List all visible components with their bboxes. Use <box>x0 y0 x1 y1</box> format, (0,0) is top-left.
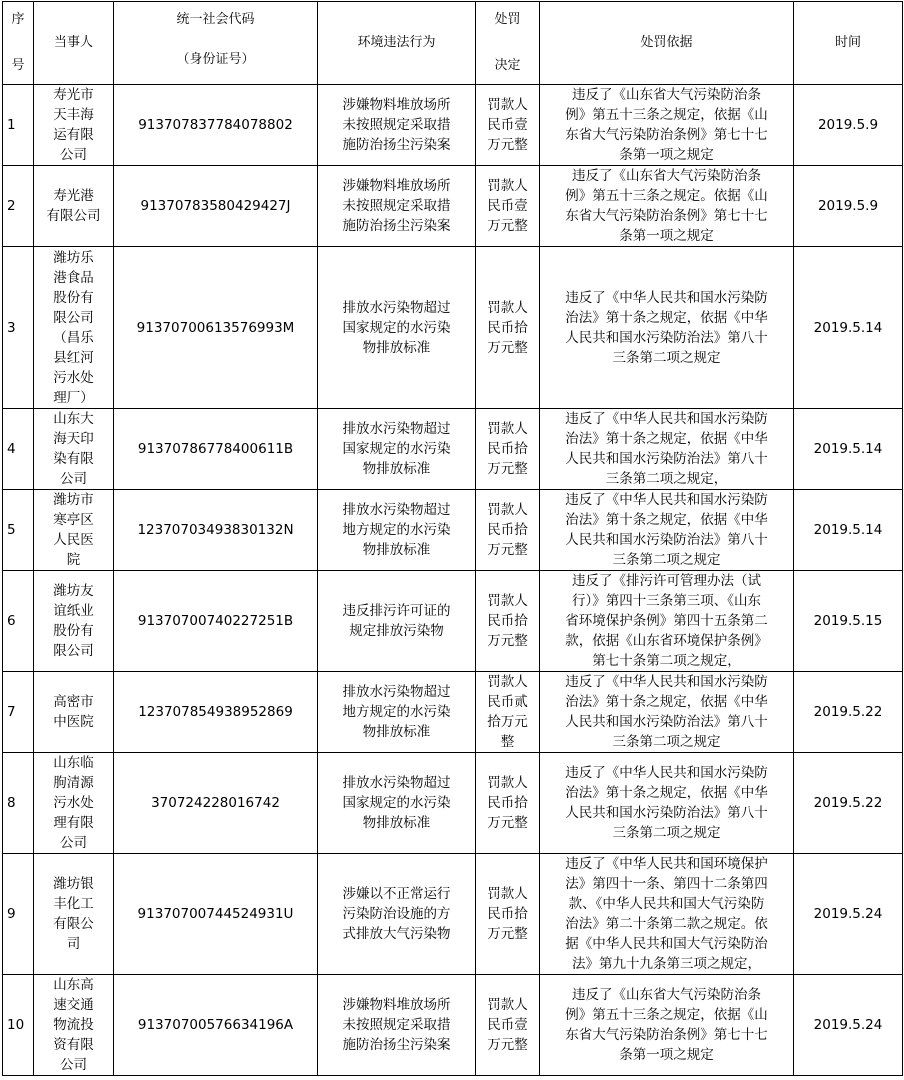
cell-basis <box>540 409 794 490</box>
behavior-line: 物排放标准 <box>362 461 431 477</box>
party-line: 山东大 <box>53 411 94 427</box>
cell-decision <box>476 490 540 571</box>
basis-line: 人民共和国水污染防治法》第八十 <box>565 714 768 730</box>
header-code-line2: （身份证号） <box>176 52 255 67</box>
behavior-line: 涉嫌物料堆放场所 <box>342 178 451 194</box>
header-seq-line2: 号 <box>11 58 25 73</box>
behavior-line: 规定排放污染物 <box>349 623 444 639</box>
header-decision-line2: 决定 <box>494 58 521 73</box>
cell-seq: 1 <box>3 85 34 166</box>
party-line: 潍坊银 <box>53 876 94 892</box>
party-line: 高密市 <box>53 694 94 710</box>
cell-basis <box>540 166 794 247</box>
cell-code: 91370700576634196A <box>114 975 318 1076</box>
cell-behavior <box>318 85 476 166</box>
party-line: 潍坊友 <box>53 583 94 599</box>
cell-decision <box>476 975 540 1076</box>
cell-decision <box>476 753 540 854</box>
decision-line: 拾万元 <box>487 714 528 730</box>
behavior-line: 涉嫌以不正常运行 <box>342 886 451 902</box>
cell-basis <box>540 753 794 854</box>
behavior-line: 地方规定的水污染 <box>342 522 451 538</box>
cell-code: 91370786778400611B <box>114 409 318 490</box>
decision-line: 万元整 <box>487 1037 528 1053</box>
basis-line: 违反了《中华人民共和国水污染防 <box>565 411 768 427</box>
decision-line: 万元整 <box>487 137 528 153</box>
cell-behavior <box>318 247 476 409</box>
basis-line: 违反了《山东省大气污染防治条 <box>572 87 761 103</box>
cell-basis <box>540 672 794 753</box>
header-seq <box>3 2 34 85</box>
table-row <box>3 975 903 1076</box>
basis-line: 条第一项之规定 <box>619 1047 714 1063</box>
behavior-line: 物排放标准 <box>362 542 431 558</box>
cell-party <box>34 854 114 975</box>
cell-behavior <box>318 854 476 975</box>
cell-decision <box>476 409 540 490</box>
cell-code: 91370783580429427J <box>114 166 318 247</box>
decision-line: 整 <box>500 734 515 750</box>
party-line: 有限公 <box>53 916 94 932</box>
cell-party <box>34 166 114 247</box>
party-line: 朐清源 <box>53 775 94 791</box>
party-line: 公司 <box>60 1057 87 1073</box>
table-row <box>3 672 903 753</box>
cell-seq: 2 <box>3 166 34 247</box>
party-line: 港食品 <box>53 269 94 286</box>
basis-line: 违反了《中华人民共和国环境保护 <box>565 856 768 872</box>
basis-line: 例》第五十三条之规定，依据《山 <box>565 1007 768 1023</box>
decision-line: 罚款人 <box>487 178 528 194</box>
behavior-line: 物排放标准 <box>362 339 431 356</box>
party-line: 潍坊市 <box>53 492 94 508</box>
header-time: 时间 <box>794 2 903 85</box>
cell-seq: 7 <box>3 672 34 753</box>
cell-code: 91370700744524931U <box>114 854 318 975</box>
cell-time: 2019.5.24 <box>794 975 903 1076</box>
decision-line: 民币拾 <box>487 613 528 629</box>
party-line: 限公司 <box>53 309 94 326</box>
cell-party <box>34 672 114 753</box>
cell-seq: 5 <box>3 490 34 571</box>
decision-line: 民币贰 <box>487 694 528 710</box>
behavior-line: 排放水污染物超过 <box>342 421 451 437</box>
party-line: 公司 <box>60 835 87 851</box>
decision-line: 民币拾 <box>487 319 528 336</box>
basis-line: 三条第二项之规定 <box>612 825 721 841</box>
basis-line: 款，依据《山东省环境保护条例》 <box>565 633 768 649</box>
cell-basis <box>540 490 794 571</box>
penalty-table <box>2 1 903 1076</box>
cell-behavior <box>318 490 476 571</box>
party-line: 运有限 <box>53 127 94 143</box>
basis-line: 违反了《中华人民共和国水污染防 <box>565 674 768 690</box>
basis-line: 治法》第十条之规定，依据《中华 <box>565 785 768 801</box>
basis-line: 治法》第十条之规定，依据《中华 <box>565 431 768 447</box>
basis-line: 人民共和国水污染防治法》第八十 <box>565 451 768 467</box>
basis-line: 例》第五十三条之规定，依据《山 <box>565 107 768 123</box>
basis-line: 三条第二项之规定 <box>612 349 721 366</box>
party-line: 公司 <box>60 471 87 487</box>
basis-line: 治法》第十条之规定，依据《中华 <box>565 309 768 326</box>
party-line: 有限公司 <box>46 208 101 224</box>
party-line: 股份有 <box>53 289 94 306</box>
table-row <box>3 85 903 166</box>
cell-code: 91370700613576993M <box>114 247 318 409</box>
cell-party <box>34 571 114 672</box>
behavior-line: 施防治扬尘污染案 <box>342 1037 451 1053</box>
party-line: 寒亭区 <box>53 512 94 528</box>
basis-line: 法》第四十一条、第四十二条第四 <box>565 876 768 892</box>
table-row <box>3 166 903 247</box>
cell-code: 12370703493830132N <box>114 490 318 571</box>
cell-behavior <box>318 166 476 247</box>
behavior-line: 排放水污染物超过 <box>342 775 451 791</box>
basis-line: 人民共和国水污染防治法》第八十 <box>565 805 768 821</box>
decision-line: 万元整 <box>487 461 528 477</box>
basis-line: 人民共和国水污染防治法》第八十 <box>565 532 768 548</box>
basis-line: 东省大气污染防治条例》第七十七 <box>565 127 768 143</box>
decision-line: 万元整 <box>487 218 528 234</box>
decision-line: 万元整 <box>487 339 528 356</box>
header-code <box>114 2 318 85</box>
behavior-line: 物排放标准 <box>362 724 431 740</box>
behavior-line: 国家规定的水污染 <box>342 441 451 457</box>
basis-line: 人民共和国水污染防治法》第八十 <box>565 329 768 346</box>
table-row <box>3 247 903 409</box>
party-line: 理有限 <box>53 815 94 831</box>
basis-line: 三条第二项之规定， <box>605 471 728 487</box>
behavior-line: 物排放标准 <box>362 815 431 831</box>
cell-party <box>34 490 114 571</box>
basis-line: 治法》第十条之规定，依据《中华 <box>565 512 768 528</box>
decision-line: 民币拾 <box>487 795 528 811</box>
party-line: 中医院 <box>53 714 94 730</box>
basis-line: 三条第二项之规定 <box>612 734 721 750</box>
basis-line: 违反了《中华人民共和国水污染防 <box>565 289 768 306</box>
table-row <box>3 753 903 854</box>
cell-time: 2019.5.14 <box>794 247 903 409</box>
basis-line: 违反了《排污许可管理办法（试 <box>572 573 761 589</box>
party-line: 县红河 <box>53 349 94 366</box>
cell-basis <box>540 247 794 409</box>
cell-time: 2019.5.9 <box>794 166 903 247</box>
cell-party <box>34 753 114 854</box>
basis-line: 违反了《中华人民共和国水污染防 <box>565 765 768 781</box>
decision-line: 民币拾 <box>487 522 528 538</box>
party-line: 污水处 <box>53 369 94 386</box>
decision-line: 万元整 <box>487 815 528 831</box>
table-row <box>3 854 903 975</box>
header-decision-line1: 处罚 <box>494 12 521 27</box>
cell-code: 12370785493895286​9 <box>114 672 318 753</box>
basis-line: 违反了《山东省大气污染防治条 <box>572 987 761 1003</box>
party-line: 海天印 <box>53 431 94 447</box>
basis-line: 法》第九十九条第三项之规定， <box>572 956 761 972</box>
cell-time: 2019.5.22 <box>794 753 903 854</box>
party-line: 限公司 <box>53 643 94 659</box>
decision-line: 罚款人 <box>487 502 528 518</box>
cell-time: 2019.5.22 <box>794 672 903 753</box>
party-line: 染有限 <box>53 451 94 467</box>
behavior-line: 污染防治设施的方 <box>342 906 451 922</box>
decision-line: 民币壹 <box>487 117 528 133</box>
party-line: 人民医 <box>53 532 94 548</box>
party-line: 公司 <box>60 147 87 163</box>
party-line: 天丰海 <box>53 107 94 123</box>
cell-seq: 9 <box>3 854 34 975</box>
cell-seq: 6 <box>3 571 34 672</box>
cell-time: 2019.5.24 <box>794 854 903 975</box>
party-line: 理厂） <box>53 389 94 406</box>
cell-behavior <box>318 975 476 1076</box>
cell-behavior <box>318 672 476 753</box>
party-line: （昌乐 <box>53 329 94 346</box>
party-line: 潍坊乐 <box>53 249 94 266</box>
cell-decision <box>476 85 540 166</box>
cell-seq: 10 <box>3 975 34 1076</box>
cell-seq: 4 <box>3 409 34 490</box>
decision-line: 罚款人 <box>487 775 528 791</box>
cell-decision <box>476 247 540 409</box>
decision-line: 民币拾 <box>487 906 528 922</box>
behavior-line: 式排放大气污染物 <box>342 926 451 942</box>
party-line: 寿光市 <box>53 87 94 103</box>
cell-decision <box>476 672 540 753</box>
basis-line: 东省大气污染防治条例》第七十七 <box>565 208 768 224</box>
basis-line: 例》第五十三条之规定。依据《山 <box>565 188 768 204</box>
cell-decision <box>476 166 540 247</box>
basis-line: 违反了《山东省大气污染防治条 <box>572 168 761 184</box>
behavior-line: 施防治扬尘污染案 <box>342 218 451 234</box>
table-row <box>3 490 903 571</box>
cell-decision <box>476 571 540 672</box>
party-line: 股份有 <box>53 623 94 639</box>
behavior-line: 地方规定的水污染 <box>342 704 451 720</box>
decision-line: 罚款人 <box>487 421 528 437</box>
cell-code: 91370700740227251B <box>114 571 318 672</box>
header-behavior: 环境违法行为 <box>318 2 476 85</box>
decision-line: 罚款人 <box>487 97 528 113</box>
header-basis: 处罚依据 <box>540 2 794 85</box>
behavior-line: 国家规定的水污染 <box>342 795 451 811</box>
cell-basis <box>540 85 794 166</box>
basis-line: 治法》第二十条第二款之规定。依 <box>565 916 768 932</box>
cell-behavior <box>318 409 476 490</box>
header-code-line1: 统一社会代码 <box>176 12 255 27</box>
decision-line: 罚款人 <box>487 593 528 609</box>
decision-line: 罚款人 <box>487 299 528 316</box>
decision-line: 罚款人 <box>487 886 528 902</box>
cell-code: 370724228016742 <box>114 753 318 854</box>
behavior-line: 未按照规定采取措 <box>342 1017 451 1033</box>
party-line: 院 <box>66 552 81 568</box>
behavior-line: 未按照规定采取措 <box>342 117 451 133</box>
party-line: 物流投 <box>53 1017 94 1033</box>
cell-behavior <box>318 753 476 854</box>
header-decision <box>476 2 540 85</box>
decision-line: 民币拾 <box>487 441 528 457</box>
behavior-line: 排放水污染物超过 <box>342 299 451 316</box>
basis-line: 东省大气污染防治条例》第七十七 <box>565 1027 768 1043</box>
basis-line: 第七十条第二项之规定， <box>592 653 741 669</box>
cell-time: 2019.5.9 <box>794 85 903 166</box>
cell-party <box>34 247 114 409</box>
header-row <box>3 2 903 85</box>
party-line: 丰化工 <box>53 896 94 912</box>
header-seq-line1: 序 <box>11 12 25 27</box>
cell-basis <box>540 975 794 1076</box>
basis-line: 条第一项之规定 <box>619 147 714 163</box>
party-line: 谊纸业 <box>53 603 94 619</box>
table-row <box>3 409 903 490</box>
basis-line: 行）》第四十三条第三项、《山东 <box>572 593 761 609</box>
cell-basis <box>540 571 794 672</box>
party-line: 资有限 <box>53 1037 94 1053</box>
behavior-line: 国家规定的水污染 <box>342 319 451 336</box>
party-line: 寿光港 <box>53 188 94 204</box>
cell-basis <box>540 854 794 975</box>
table-row <box>3 571 903 672</box>
header-party: 当事人 <box>34 2 114 85</box>
behavior-line: 未按照规定采取措 <box>342 198 451 214</box>
decision-line: 万元整 <box>487 633 528 649</box>
cell-code: 913707837784078802 <box>114 85 318 166</box>
basis-line: 款、《中华人民共和国大气污染防 <box>568 896 765 912</box>
behavior-line: 排放水污染物超过 <box>342 684 451 700</box>
party-line: 污水处 <box>53 795 94 811</box>
decision-line: 万元整 <box>487 926 528 942</box>
behavior-line: 排放水污染物超过 <box>342 502 451 518</box>
behavior-line: 涉嫌物料堆放场所 <box>342 97 451 113</box>
cell-time: 2019.5.14 <box>794 409 903 490</box>
decision-line: 民币壹 <box>487 1017 528 1033</box>
table-body <box>3 85 903 1076</box>
party-line: 山东高 <box>53 977 94 993</box>
cell-party <box>34 85 114 166</box>
basis-line: 省环境保护条例》第四十五条第二 <box>565 613 768 629</box>
cell-seq: 3 <box>3 247 34 409</box>
cell-seq: 8 <box>3 753 34 854</box>
behavior-line: 违反排污许可证的 <box>342 603 451 619</box>
cell-party <box>34 409 114 490</box>
basis-line: 条第一项之规定 <box>619 228 714 244</box>
basis-line: 三条第二项之规定 <box>612 552 721 568</box>
cell-time: 2019.5.15 <box>794 571 903 672</box>
behavior-line: 涉嫌物料堆放场所 <box>342 997 451 1013</box>
decision-line: 民币壹 <box>487 198 528 214</box>
basis-line: 据《中华人民共和国大气污染防治 <box>565 936 768 952</box>
cell-behavior <box>318 571 476 672</box>
behavior-line: 施防治扬尘污染案 <box>342 137 451 153</box>
decision-line: 罚款人 <box>487 997 528 1013</box>
party-line: 速交通 <box>53 997 94 1013</box>
cell-time: 2019.5.14 <box>794 490 903 571</box>
basis-line: 治法》第十条之规定，依据《中华 <box>565 694 768 710</box>
decision-line: 罚款人 <box>487 674 528 690</box>
cell-decision <box>476 854 540 975</box>
basis-line: 违反了《中华人民共和国水污染防 <box>565 492 768 508</box>
decision-line: 万元整 <box>487 542 528 558</box>
party-line: 司 <box>66 936 81 952</box>
cell-party <box>34 975 114 1076</box>
party-line: 山东临 <box>53 755 94 771</box>
